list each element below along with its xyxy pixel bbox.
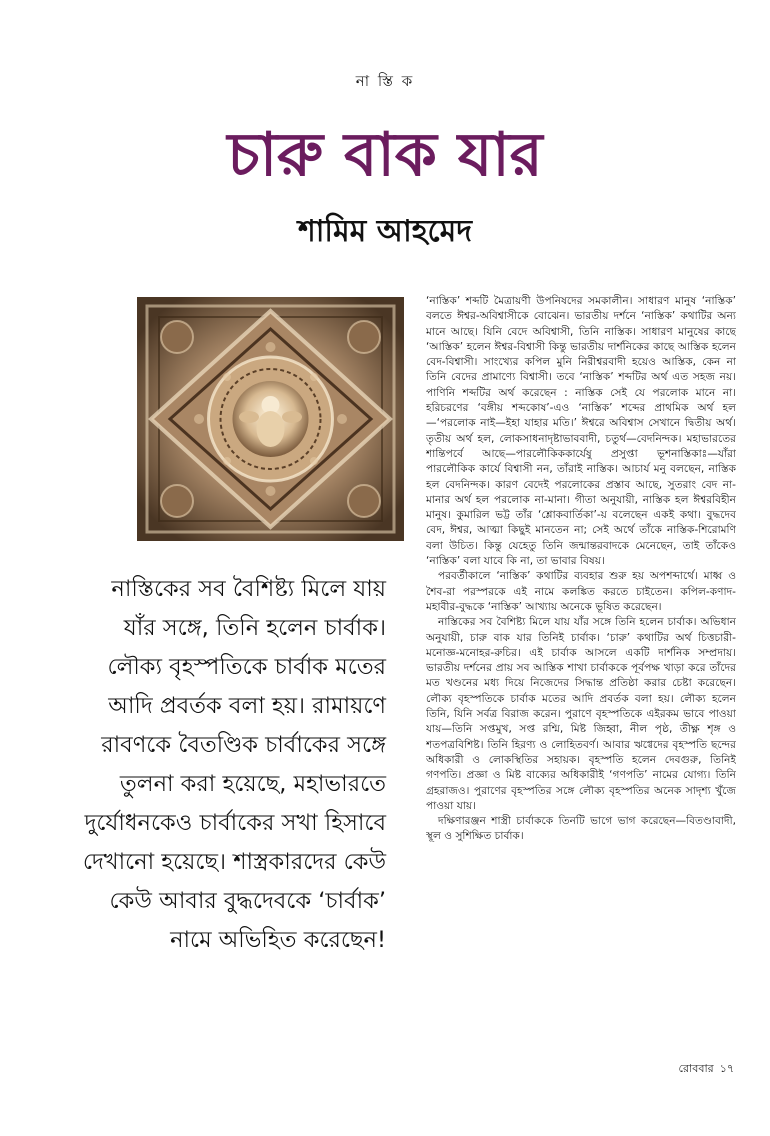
body-paragraph: দক্ষিণারঞ্জন শাস্ত্রী চার্বাককে তিনটি ভাগে ভাগ করেছেন—বিতণ্ডাবাদী, স্থূল ও সুশিক্ষিত চার্বাক। bbox=[426, 815, 736, 843]
article-title: চারু বাক যার bbox=[227, 120, 543, 190]
body-paragraph: নাস্তিকের সব বৈশিষ্ট্য মিলে যায় যাঁর সঙ্গে তিনি হলেন চার্বাক। অভিধান অনুযায়ী, চারু বাক যার তিনিই চার্বাক। ‘চারু’ কথাটির অর্থ চিত্তচারী-মনোজ্ঞ-মনোহর-রুচির। এই চার্বাক আসলে একটি দার্শনিক সম্প্রদায়। ভারতীয় দর্শনের প্রায় সব আস্তিক শাখা চার্বাককে পূর্বপক্ষ খাড়া করে তাঁদের মত খণ্ডনের মধ্য দিয়ে নিজেদের সিদ্ধান্ত প্রতিষ্ঠা করার চেষ্টা করেছেন। লৌক্য বৃহস্পতিকে চার্বাক মতের আদি প্রবর্তক বলা হয়। লৌক্য হলেন তিনি, যিনি সর্বত্র বিরাজ করেন। পুরাণে বৃহস্পতিকে এইরকম ভাবে পাওয়া যায়—তিনি সপ্তমুখ, সপ্ত রশ্মি, মিষ্ট জিহ্বা, নীল পৃষ্ঠ, তীক্ষ্ণ শৃঙ্গ ও শতপত্রবিশিষ্ট। তিনি হিরণ্য ও লোহিতবর্ণ। আবার ঋগ্বেদের বৃহস্পতি ছন্দের অধিকারী ও লোকস্থিতির সহায়ক। বৃহস্পতি হলেন দেবগুরু, তিনিই গণপতি। প্রজ্ঞা ও মিষ্ট বাক্যের অধিকারীই ‘গণপতি’ নামের যোগ্য। তিনি গ্রহরাজও। পুরাণের বৃহস্পতির সঙ্গে লৌক্য বৃহস্পতির অনেক সাদৃশ্য খুঁজে পাওয়া যায়। bbox=[426, 616, 736, 812]
author-byline: শামিম আহমেদ bbox=[297, 214, 473, 249]
body-paragraph: পরবর্তীকালে ‘নাস্তিক’ কথাটির ব্যবহার শুরু হয় অপশব্দার্থে। মাধ্ব ও শৈব-রা পরস্পরকে এই নামে কলঙ্কিত করতে চাইতেন। কপিল-কণাদ-মহাবীর-বুদ্ধকে ‘নাস্তিক’ আখ্যায় অনেকে ভূষিত করেছেন। bbox=[426, 570, 736, 613]
carved-ceiling-photo bbox=[137, 297, 404, 541]
page-number: ১৭ bbox=[719, 1062, 734, 1075]
pull-quote: নাস্তিকের সব বৈশিষ্ট্য মিলে যায় যাঁর সঙ্গে, তিনি হলেন চার্বাক। লৌক্য বৃহস্পতিকে চার্বাক মতের আদি প্রবর্তক বলা হয়। রামায়ণে রাবণকে বৈতণ্ডিক চার্বাকের সঙ্গে তুলনা করা হয়েছে, মহাভারতে দুর্যোধনকেও চার্বাকের সখা হিসাবে দেখানো হয়েছে। শাস্ত্রকারদের কেউ কেউ আবার বুদ্ধদেবকে ‘চার্বাক’ নামে অভিহিত করেছেন! bbox=[82, 576, 386, 953]
body-paragraph: ‘নাস্তিক’ শব্দটি মৈত্রায়ণী উপনিষদের সমকালীন। সাধারণ মানুষ ‘নাস্তিক’ বলতে ঈশ্বর-অবিশ্বাসীকে বোঝেন। ভারতীয় দর্শনে ‘নাস্তিক’ কথাটির অন্য মানে আছে। যিনি বেদে অবিশ্বাসী, তিনি নাস্তিক। সাধারণ মানুষের কাছে ‘আস্তিক’ হলেন ঈশ্বর-বিশ্বাসী কিন্তু ভারতীয় দার্শনিকের কাছে আস্তিক হলেন বেদ-বিশ্বাসী। সাংখ্যের কপিল মুনি নিরীশ্বরবাদী হয়েও আস্তিক, কেন না তিনি বেদের প্রামাণ্যে বিশ্বাসী। তবে ‘নাস্তিক’ শব্দটির অর্থ এত সহজ নয়। পাণিনি শব্দটির অর্থ করেছেন : নাস্তিক সেই যে পরলোক মানে না। হরিচরণের ‘বঙ্গীয় শব্দকোষ’-এও ‘নাস্তিক’ শব্দের প্রাথমিক অর্থ হল—‘পরলোক নাই—ইহা যাহার মতি।’ ঈশ্বরে অবিশ্বাস সেখানে দ্বিতীয় অর্থ। তৃতীয় অর্থ হল, লোকসাধনাদৃষ্টাভাববাদী, চতুর্থ—বেদনিন্দক। মহাভারতের শান্তিপর্বে আছে—পারলৌকিককার্যেষু প্রসুপ্তা ভূশনাস্তিকাঃ—যাঁরা পারলৌকিক কার্যে বিশ্বাসী নন, তাঁরাই নাস্তিক। আচার্য মনু বলছেন, নাস্তিক হল বেদনিন্দক। কারণ বেদেই পরলোকের প্রস্তাব আছে, সুতরাং বেদ না-মানার অর্থ হল পরলোক না-মানা। গীতা অনুযায়ী, নাস্তিক হল ঈশ্বরবিহীন মানুষ। কুমারিল ভট্ট তাঁর ‘শ্লোকবার্তিকা’-য় বলেছেন একই কথা। বুদ্ধদেব বেদ, ঈশ্বর, আত্মা কিছুই মানতেন না; সেই অর্থে তাঁকে নাস্তিক-শিরোমণি বলা উচিত। কিন্তু যেহেতু তিনি জন্মান্তরবাদকে মেনেছেন, তাই তাঁকেও ‘নাস্তিক’ বলা যাবে কি না, তা ভাবার বিষয়। bbox=[426, 295, 736, 568]
section-label: না স্তি ক bbox=[355, 72, 415, 90]
article-body bbox=[426, 294, 736, 1054]
footer-day: রোববার bbox=[678, 1062, 714, 1075]
page-footer bbox=[673, 1060, 735, 1079]
